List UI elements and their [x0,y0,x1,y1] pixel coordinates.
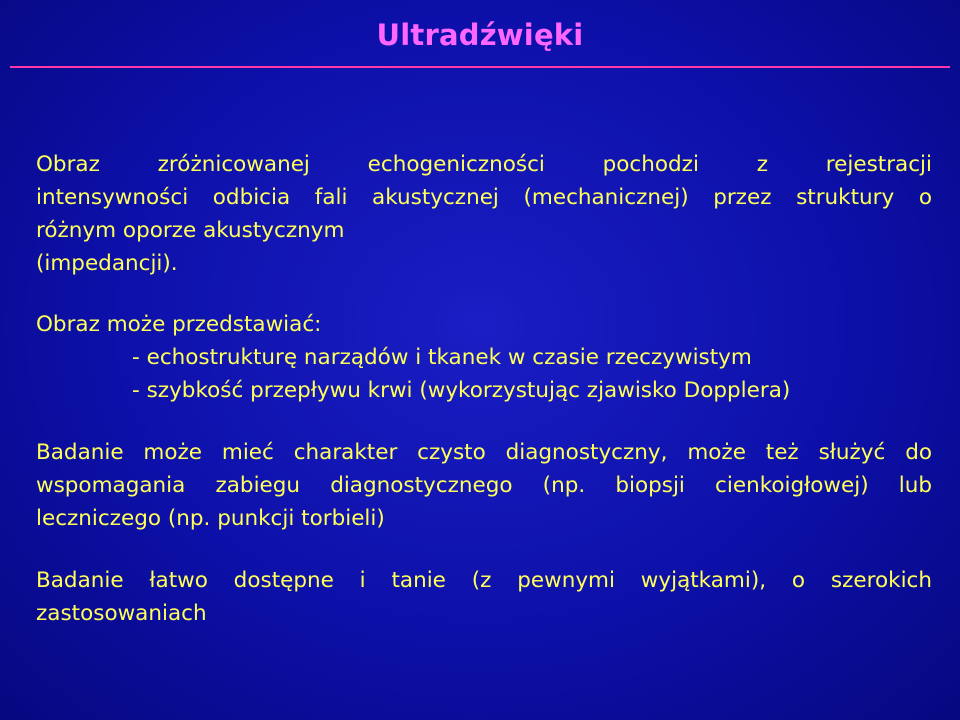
paragraph-line: leczniczego (np. punkcji torbieli) [36,506,385,531]
list-item: - echostrukturę narządów i tkanek w czasie rzeczywistym [132,345,752,370]
paragraph-intro: Obraz może przedstawiać: [36,312,322,337]
list-item: - szybkość przepływu krwi (wykorzystując zjawisko Dopplera) [132,378,791,403]
paragraph-echogenicity [36,148,932,280]
paragraph-line: Badanie może mieć charakter czysto diagnostyczny, może też służyć do [36,440,932,465]
title-divider [10,66,950,68]
paragraph-line: wspomagania zabiegu diagnostycznego (np. biopsji cienkoigłowej) lub [36,473,932,498]
paragraph-line: (impedancji). [36,251,178,276]
paragraph-line: różnym oporze akustycznym [36,218,345,243]
paragraph-examination-purpose [36,436,932,535]
paragraph-line: Obraz zróżnicowanej echogeniczności pochodzi z rejestracji [36,152,932,177]
paragraph-line: intensywności odbicia fali akustycznej (mechanicznej) przez struktury o [36,185,932,210]
slide-title: Ultradźwięki [376,18,584,52]
paragraph-image-types [36,308,932,407]
paragraph-line: Badanie łatwo dostępne i tanie (z pewnymi wyjątkami), o szerokich [36,568,932,593]
paragraph-availability [36,564,932,630]
paragraph-line: zastosowaniach [36,601,207,626]
